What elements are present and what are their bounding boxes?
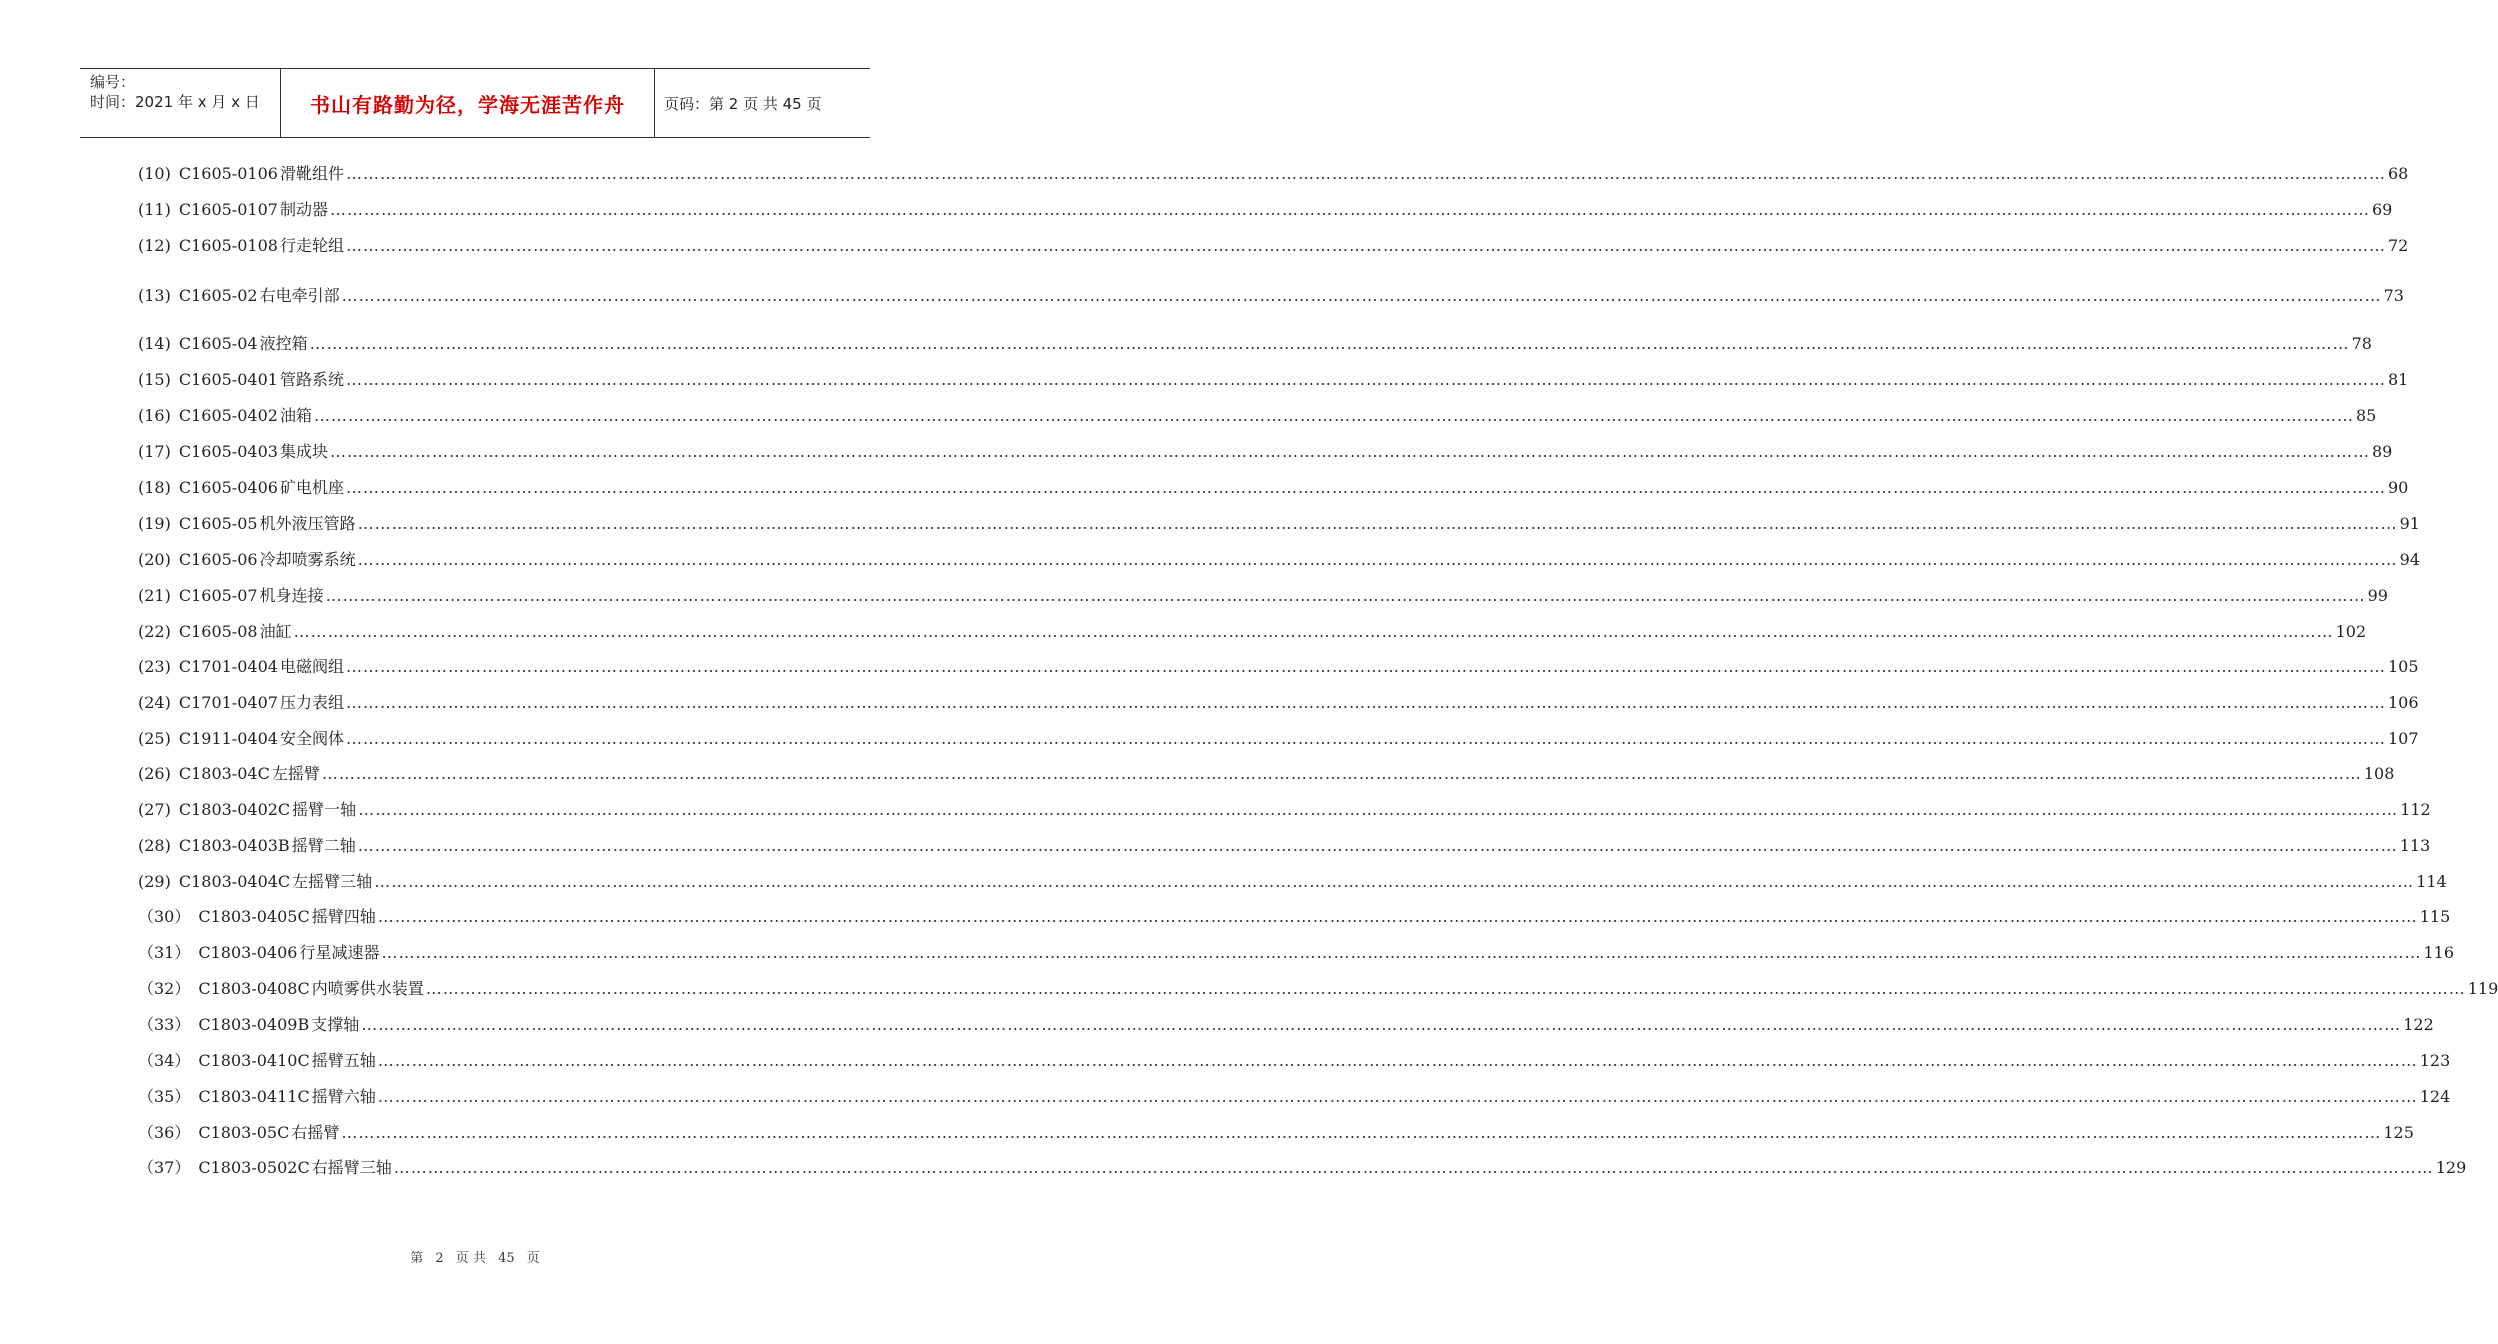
- toc-entry-number: （31）: [138, 943, 191, 962]
- toc-entry-title: 摇臂五轴: [311, 1051, 376, 1070]
- toc-entry-page: 72: [2387, 236, 2409, 255]
- toc-entry-number: (11): [138, 200, 171, 219]
- toc-entry-title: 行星减速器: [299, 943, 380, 962]
- toc-entry-code: C1803-05C: [198, 1123, 290, 1142]
- toc-entry[interactable]: [138, 691, 2419, 715]
- toc-entry-title: 右摇臂三轴: [311, 1158, 392, 1177]
- toc-entry-code: C1605-0108: [178, 236, 278, 255]
- toc-entry[interactable]: [138, 870, 2447, 894]
- toc-entry-title: 集成块: [279, 442, 328, 461]
- toc-entry-code: C1803-0405C: [198, 907, 310, 926]
- toc-entry-code: C1803-0402C: [178, 800, 291, 819]
- toc-entry-page: 85: [2355, 406, 2377, 425]
- toc-entry[interactable]: [138, 977, 2498, 1001]
- toc-entry-leader: ………………………………………………………………………………………………………………………………………………………………………………………………………………………………………………………………………………………………………………………………: [374, 872, 2415, 891]
- footer-prefix: 第: [410, 1251, 424, 1266]
- footer-mid: 页 共: [455, 1251, 486, 1266]
- toc-entry-number: （36）: [138, 1123, 191, 1142]
- toc-entry-number: (29): [138, 872, 171, 891]
- toc-entry-code: C1605-08: [178, 622, 258, 641]
- toc-entry-number: (20): [138, 550, 171, 569]
- toc-entry-title: 液控箱: [259, 334, 308, 353]
- toc-entry[interactable]: [138, 404, 2377, 428]
- toc-entry[interactable]: [138, 476, 2409, 500]
- toc-entry-title: 摇臂一轴: [292, 800, 357, 819]
- toc-entry-code: C1803-0403B: [178, 836, 290, 855]
- toc-entry-title: 左摇臂三轴: [292, 872, 373, 891]
- toc-entry-number: (22): [138, 622, 171, 641]
- toc-entry-title: 机外液压管路: [259, 514, 356, 533]
- toc-entry-leader: ………………………………………………………………………………………………………………………………………………………………………………………………………………………………………………………………………………………………………………………………: [341, 1123, 2382, 1142]
- toc-entry-number: (21): [138, 586, 171, 605]
- toc-entry[interactable]: [138, 762, 2395, 786]
- toc-entry-code: C1803-0404C: [178, 872, 291, 891]
- toc-entry[interactable]: [138, 584, 2388, 608]
- toc-entry-title: 右电牵引部: [259, 286, 340, 305]
- toc-entry-page: 107: [2387, 729, 2419, 748]
- toc-entry-leader: ………………………………………………………………………………………………………………………………………………………………………………………………………………………………………………………………………………………………………………………………: [361, 1015, 2402, 1034]
- toc-entry-code: C1605-0403: [178, 442, 278, 461]
- toc-entry-leader: ………………………………………………………………………………………………………………………………………………………………………………………………………………………………………………………………………………………………………………………………: [345, 478, 2386, 497]
- toc-entry-leader: ………………………………………………………………………………………………………………………………………………………………………………………………………………………………………………………………………………………………………………………………: [425, 979, 2466, 998]
- toc-entry-code: C1701-0404: [178, 657, 278, 676]
- toc-entry[interactable]: [138, 655, 2419, 679]
- toc-entry-code: C1803-0409B: [198, 1015, 310, 1034]
- toc-entry[interactable]: [138, 834, 2431, 858]
- toc-entry-code: C1803-0408C: [198, 979, 310, 998]
- toc-entry-page: 69: [2371, 200, 2393, 219]
- toc-entry-leader: ………………………………………………………………………………………………………………………………………………………………………………………………………………………………………………………………………………………………………………………………: [377, 1051, 2418, 1070]
- toc-entry-code: C1605-0402: [178, 406, 278, 425]
- toc-entry-code: C1803-0411C: [198, 1087, 310, 1106]
- toc-entry-number: （32）: [138, 979, 191, 998]
- toc-entry-number: (23): [138, 657, 171, 676]
- toc-entry-code: C1605-05: [178, 514, 258, 533]
- toc-entry-code: C1605-02: [178, 286, 258, 305]
- toc-entry-number: (26): [138, 764, 171, 783]
- toc-entry-page: 91: [2399, 514, 2420, 533]
- toc-entry-number: (13): [138, 286, 171, 305]
- toc-entry-title: 摇臂二轴: [291, 836, 356, 855]
- header-page-label: 页码：第 2 页 共 45 页: [664, 94, 822, 113]
- toc-entry-title: 支撑轴: [311, 1015, 360, 1034]
- toc-entry-number: (15): [138, 370, 171, 389]
- toc-entry-code: C1605-0106: [178, 164, 278, 183]
- toc-entry-leader: ………………………………………………………………………………………………………………………………………………………………………………………………………………………………………………………………………………………………………………………………: [377, 1087, 2418, 1106]
- toc-entry-title: 安全阀体: [279, 729, 344, 748]
- toc-entry-leader: ………………………………………………………………………………………………………………………………………………………………………………………………………………………………………………………………………………………………………………………………: [393, 1158, 2434, 1177]
- toc-entry-page: 123: [2419, 1051, 2451, 1070]
- page-footer: [0, 1247, 950, 1266]
- toc-entry-page: 90: [2387, 478, 2409, 497]
- toc-entry-title: 矿电机座: [279, 478, 344, 497]
- toc-entry-leader: ………………………………………………………………………………………………………………………………………………………………………………………………………………………………………………………………………………………………………………………………: [357, 550, 2398, 569]
- toc-entry-title: 冷却喷雾系统: [259, 550, 356, 569]
- toc-entry-page: 125: [2383, 1123, 2414, 1142]
- toc-entry-code: C1803-0502C: [198, 1158, 310, 1177]
- toc-entry[interactable]: [138, 548, 2420, 572]
- toc-entry-leader: ………………………………………………………………………………………………………………………………………………………………………………………………………………………………………………………………………………………………………………………………: [381, 943, 2422, 962]
- toc-entry-page: 108: [2363, 764, 2395, 783]
- toc-entry-page: 89: [2371, 442, 2393, 461]
- toc-entry-number: (12): [138, 236, 171, 255]
- toc-entry-page: 73: [2383, 286, 2404, 305]
- toc-entry-code: C1803-04C: [178, 764, 270, 783]
- toc-entry-number: （30）: [138, 907, 191, 926]
- toc-entry-number: （37）: [138, 1158, 191, 1177]
- toc-entry-leader: ………………………………………………………………………………………………………………………………………………………………………………………………………………………………………………………………………………………………………………………………: [345, 236, 2386, 255]
- toc-entry-title: 右摇臂: [291, 1123, 340, 1142]
- toc-entry[interactable]: [138, 234, 2409, 258]
- toc-entry-number: (16): [138, 406, 171, 425]
- toc-entry-code: C1803-0410C: [198, 1051, 310, 1070]
- toc-entry[interactable]: [138, 440, 2393, 464]
- toc-entry-title: 油箱: [279, 406, 312, 425]
- toc-entry-page: 94: [2399, 550, 2420, 569]
- time-label: 时间：2021 年 x 月 x 日: [90, 93, 260, 111]
- toc-entry-title: 制动器: [279, 200, 328, 219]
- toc-entry[interactable]: [138, 1049, 2451, 1073]
- toc-entry-number: (19): [138, 514, 171, 533]
- toc-entry-leader: ………………………………………………………………………………………………………………………………………………………………………………………………………………………………………………………………………………………………………………………………: [341, 286, 2382, 305]
- toc-entry-title: 电磁阀组: [279, 657, 344, 676]
- number-label: 编号：: [90, 73, 136, 91]
- toc-entry-leader: ………………………………………………………………………………………………………………………………………………………………………………………………………………………………………………………………………………………………………………………………: [321, 764, 2362, 783]
- toc-entry-leader: ………………………………………………………………………………………………………………………………………………………………………………………………………………………………………………………………………………………………………………………………: [309, 334, 2350, 353]
- toc-entry-page: 115: [2419, 907, 2451, 926]
- toc-entry[interactable]: [138, 1121, 2414, 1145]
- toc-entry-leader: ………………………………………………………………………………………………………………………………………………………………………………………………………………………………………………………………………………………………………………………………: [377, 907, 2418, 926]
- toc-entry-code: C1605-0401: [178, 370, 278, 389]
- toc-entry-page: 113: [2399, 836, 2431, 855]
- toc-entry[interactable]: [138, 368, 2409, 392]
- toc-entry-title: 油缸: [259, 622, 292, 641]
- toc-entry-leader: ………………………………………………………………………………………………………………………………………………………………………………………………………………………………………………………………………………………………………………………………: [293, 622, 2334, 641]
- toc-entry-number: (18): [138, 478, 171, 497]
- toc-entry-number: (14): [138, 334, 171, 353]
- toc-entry[interactable]: [138, 332, 2372, 356]
- footer-total-pages: 45: [498, 1251, 515, 1266]
- toc-entry-title: 管路系统: [279, 370, 344, 389]
- toc-entry-title: 机身连接: [259, 586, 324, 605]
- toc-entry-number: (28): [138, 836, 171, 855]
- toc-entry-leader: ………………………………………………………………………………………………………………………………………………………………………………………………………………………………………………………………………………………………………………………………: [345, 370, 2386, 389]
- toc-entry[interactable]: [138, 512, 2420, 536]
- toc-entry-title: 滑靴组件: [279, 164, 344, 183]
- toc-entry-page: 119: [2467, 979, 2498, 998]
- toc-entry-number: （33）: [138, 1015, 191, 1034]
- toc-entry-leader: ………………………………………………………………………………………………………………………………………………………………………………………………………………………………………………………………………………………………………………………………: [329, 200, 2370, 219]
- toc-entry-page: 102: [2335, 622, 2367, 641]
- toc-entry-leader: ………………………………………………………………………………………………………………………………………………………………………………………………………………………………………………………………………………………………………………………………: [358, 800, 2399, 819]
- toc-entry-code: C1605-04: [178, 334, 258, 353]
- header-motto: 书山有路勤为径，学海无涯苦作舟: [281, 69, 655, 137]
- toc-entry[interactable]: [138, 284, 2404, 308]
- toc-entry-leader: ………………………………………………………………………………………………………………………………………………………………………………………………………………………………………………………………………………………………………………………………: [357, 836, 2398, 855]
- toc-entry[interactable]: [138, 162, 2409, 186]
- document-header: [80, 68, 870, 138]
- toc-entry-title: 压力表组: [279, 693, 344, 712]
- toc-entry-page: 112: [2400, 800, 2431, 819]
- toc-entry-page: 106: [2387, 693, 2419, 712]
- toc-entry-page: 78: [2351, 334, 2372, 353]
- toc-entry-number: (25): [138, 729, 171, 748]
- toc-entry-code: C1803-0406: [198, 943, 298, 962]
- toc-entry-code: C1605-0406: [178, 478, 278, 497]
- toc-entry[interactable]: [138, 1156, 2467, 1180]
- toc-entry-title: 左摇臂: [271, 764, 320, 783]
- toc-entry-number: (17): [138, 442, 171, 461]
- toc-entry-page: 68: [2387, 164, 2409, 183]
- toc-entry-page: 129: [2435, 1158, 2467, 1177]
- toc-entry-number: (27): [138, 800, 171, 819]
- toc-entry[interactable]: [138, 1013, 2434, 1037]
- toc-entry[interactable]: [138, 1085, 2451, 1109]
- toc-entry-leader: ………………………………………………………………………………………………………………………………………………………………………………………………………………………………………………………………………………………………………………………………: [345, 693, 2386, 712]
- toc-entry-page: 116: [2423, 943, 2455, 962]
- toc-entry-leader: ………………………………………………………………………………………………………………………………………………………………………………………………………………………………………………………………………………………………………………………………: [329, 442, 2370, 461]
- toc-entry-code: C1911-0404: [178, 729, 278, 748]
- toc-entry-page: 99: [2367, 586, 2388, 605]
- toc-entry-title: 内喷雾供水装置: [311, 979, 424, 998]
- footer-suffix: 页: [526, 1251, 540, 1266]
- toc-entry-leader: ………………………………………………………………………………………………………………………………………………………………………………………………………………………………………………………………………………………………………………………………: [325, 586, 2366, 605]
- toc-entry-title: 摇臂四轴: [311, 907, 376, 926]
- header-info-cell: [80, 69, 281, 137]
- toc-entry[interactable]: [138, 198, 2393, 222]
- toc-entry[interactable]: [138, 905, 2451, 929]
- toc-entry-code: C1605-06: [178, 550, 258, 569]
- footer-page-number: 2: [435, 1251, 444, 1266]
- toc-entry-code: C1605-0107: [178, 200, 278, 219]
- toc-entry-page: 105: [2387, 657, 2419, 676]
- toc-entry-leader: ………………………………………………………………………………………………………………………………………………………………………………………………………………………………………………………………………………………………………………………………: [313, 406, 2354, 425]
- toc-entry-code: C1701-0407: [178, 693, 278, 712]
- toc-entry[interactable]: [138, 727, 2419, 751]
- toc-entry[interactable]: [138, 941, 2455, 965]
- toc-entry-leader: ………………………………………………………………………………………………………………………………………………………………………………………………………………………………………………………………………………………………………………………………: [357, 514, 2398, 533]
- toc-entry[interactable]: [138, 620, 2367, 644]
- toc-entry-number: (24): [138, 693, 171, 712]
- toc-entry-title: 摇臂六轴: [311, 1087, 376, 1106]
- toc-entry-page: 114: [2416, 872, 2447, 891]
- toc-entry-page: 124: [2419, 1087, 2451, 1106]
- toc-entry-number: (10): [138, 164, 171, 183]
- toc-entry-number: （34）: [138, 1051, 191, 1070]
- toc-entry-leader: ………………………………………………………………………………………………………………………………………………………………………………………………………………………………………………………………………………………………………………………………: [345, 657, 2386, 676]
- toc-entry-title: 行走轮组: [279, 236, 344, 255]
- toc-entry-page: 122: [2403, 1015, 2434, 1034]
- toc-entry-code: C1605-07: [178, 586, 258, 605]
- toc-entry-page: 81: [2387, 370, 2409, 389]
- toc-entry-leader: ………………………………………………………………………………………………………………………………………………………………………………………………………………………………………………………………………………………………………………………………: [345, 729, 2386, 748]
- toc-entry[interactable]: [138, 798, 2431, 822]
- toc-entry-leader: ………………………………………………………………………………………………………………………………………………………………………………………………………………………………………………………………………………………………………………………………: [345, 164, 2386, 183]
- toc-entry-number: （35）: [138, 1087, 191, 1106]
